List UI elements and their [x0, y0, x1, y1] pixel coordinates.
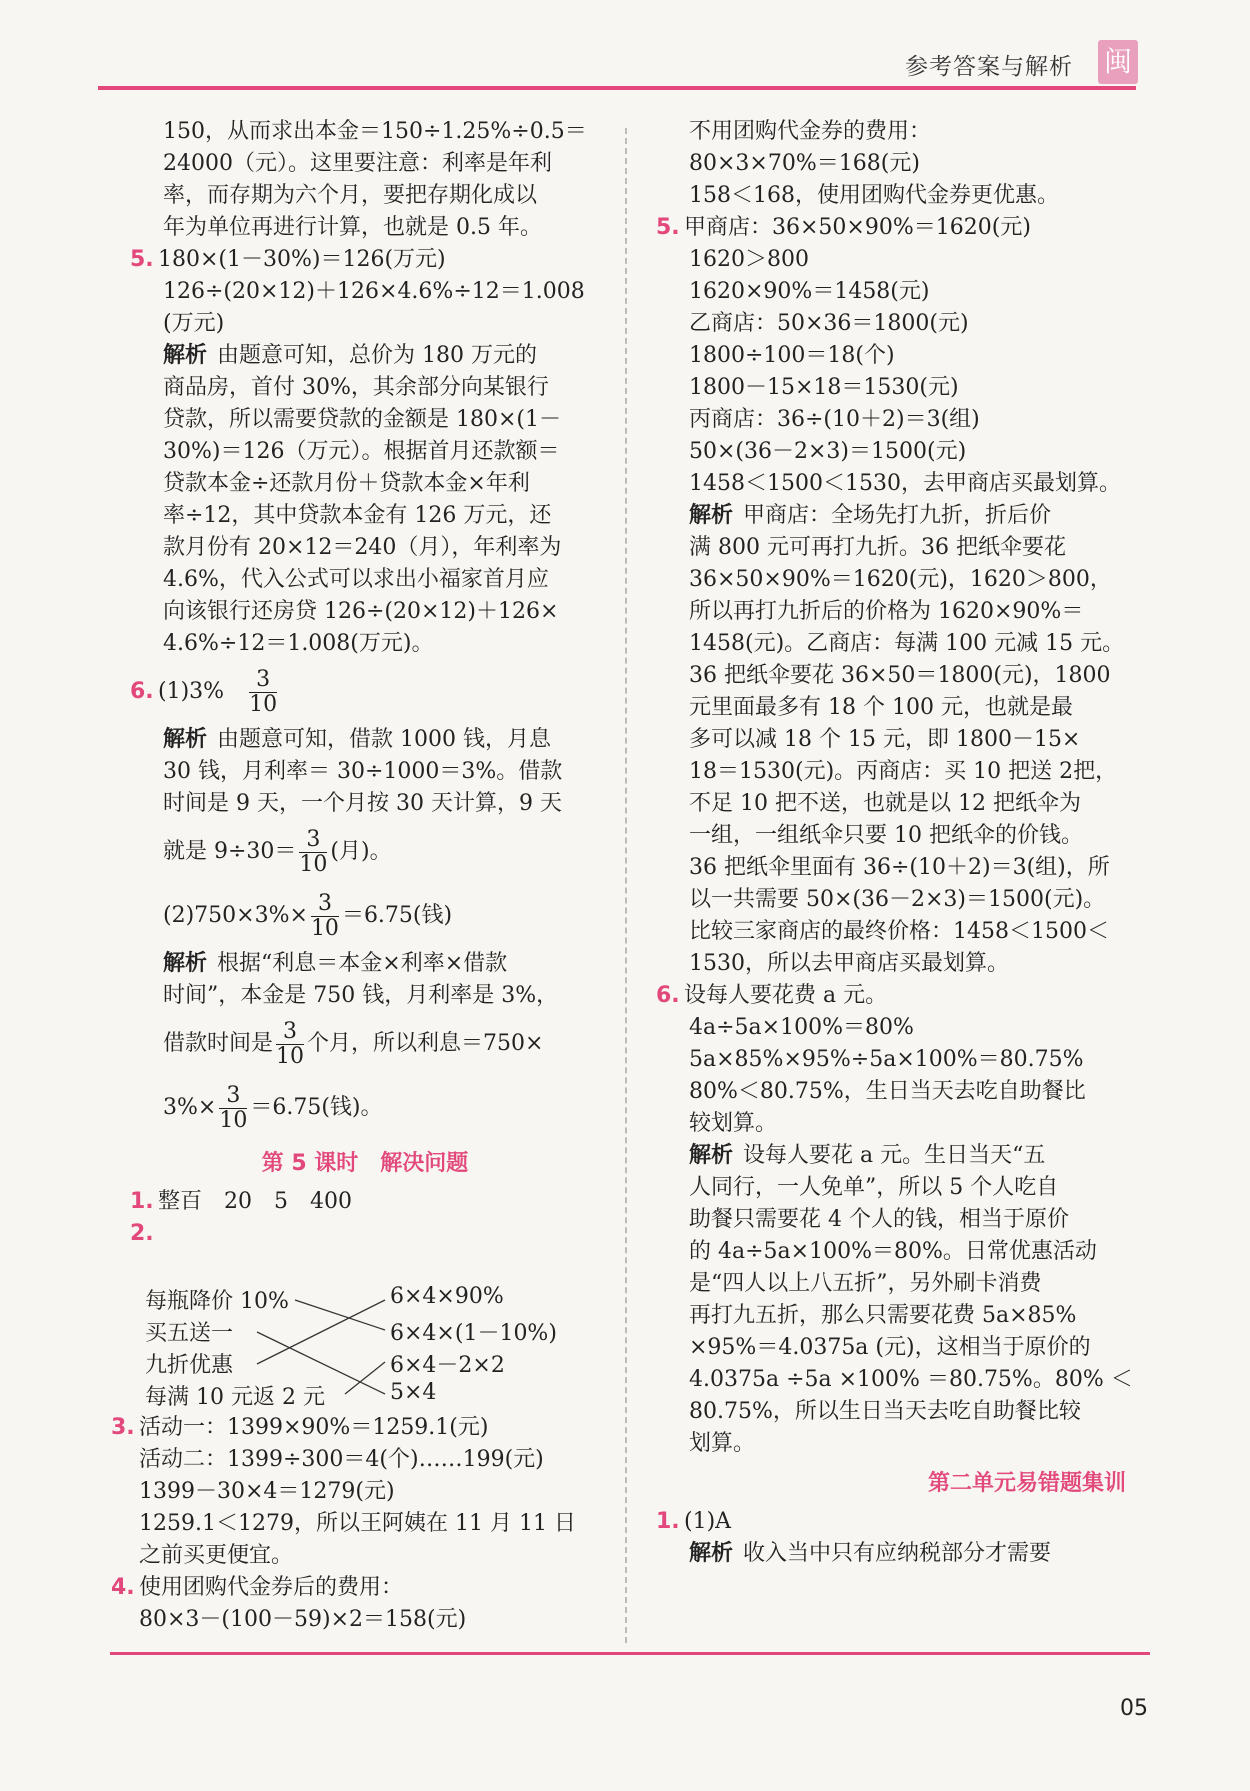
text-line: 1458＜1500＜1530，去甲商店买最划算。 [689, 471, 1121, 496]
text-line: 36 把纸伞要花 36×50＝1800(元)，1800 [689, 663, 1111, 688]
text-line: 是“四人以上八五折”，另外刷卡消费 [689, 1271, 1042, 1296]
analysis-label: 解析 [689, 1541, 734, 1566]
analysis-line: 解析 根据“利息＝本金×利率×借款 [163, 951, 508, 976]
text-line: 年为单位再进行计算，也就是 0.5 年。 [163, 215, 542, 240]
match-left-item: 九折优惠 [145, 1353, 234, 1378]
text-line: 贷款本金÷还款月份＋贷款本金×年利 [163, 471, 530, 496]
text-line: 再打九五折，那么只需要花费 5a×85% [689, 1303, 1077, 1328]
text-line: 时间”，本金是 750 钱，月利率是 3%， [163, 983, 559, 1008]
text-line: 元里面最多有 18 个 100 元，也就是最 [689, 695, 1073, 720]
text-line: 借款时间是 $\frac{3}{10}$ 个月，所以利息＝750× [163, 1018, 544, 1069]
text-line: 5a×85%×95%÷5a×100%＝80.75% [689, 1047, 1084, 1072]
text-line: 的 4a÷5a×100%＝80%。日常优惠活动 [689, 1239, 1097, 1264]
analysis-label: 解析 [689, 1143, 734, 1168]
match-lines [145, 1284, 595, 1412]
text-line: 之前买更便宜。 [139, 1543, 294, 1568]
text-line: 1259.1＜1279，所以王阿姨在 11 月 11 日 [139, 1511, 576, 1536]
text-line: 贷款，所以需要贷款的金额是 180×(1－ [163, 407, 561, 432]
text-line: 1399－30×4＝1279(元) [139, 1479, 395, 1504]
header-rule [98, 86, 1136, 90]
q6-number: 6. [130, 679, 154, 704]
text-line: 80×3×70%＝168(元) [689, 151, 920, 176]
text-line: 30%)＝126（万元）。根据首月还款额＝ [163, 439, 560, 464]
analysis-line: 解析 由题意可知，借款 1000 钱，月息 [163, 727, 551, 752]
text-line: 158＜168，使用团购代金券更优惠。 [689, 183, 1059, 208]
section-title: 第 5 课时 解决问题 [261, 1151, 469, 1176]
text-line: 126÷(20×12)＋126×4.6%÷12＝1.008 [163, 279, 585, 304]
page-number: 05 [1120, 1696, 1148, 1721]
region-badge: 闽 [1098, 40, 1138, 84]
analysis-label: 解析 [163, 727, 208, 752]
match-line [257, 1300, 385, 1364]
text-line: 活动二：1399÷300＝4(个)……199(元) [139, 1447, 544, 1472]
text-line: 50×(36－2×3)＝1500(元) [689, 439, 967, 464]
text-line: 80%＜80.75%，生日当天去吃自助餐比 [689, 1079, 1086, 1104]
column-divider [625, 128, 627, 1643]
text-line: 丙商店：36÷(10＋2)＝3(组) [689, 407, 980, 432]
fraction: $\frac{3}{10}$ [219, 1082, 248, 1133]
text-line: 款月份有 20×12＝240（月），年利率为 [163, 535, 562, 560]
text-line: 不用团购代金券的费用： [689, 119, 932, 144]
analysis-label: 解析 [163, 343, 208, 368]
text-line: 1620＞800 [689, 247, 809, 272]
text-line: 乙商店：50×36＝1800(元) [689, 311, 969, 336]
q5-number: 5. [130, 247, 154, 272]
match-right-item: 6×4－2×2 [390, 1353, 505, 1378]
text-line: 80×3－(100－59)×2＝158(元) [139, 1607, 467, 1632]
left-column-bottom [111, 1412, 576, 1636]
text-line: 较划算。 [689, 1111, 778, 1136]
text-line: 30 钱，月利率＝ 30÷1000＝3%。借款 [163, 759, 563, 784]
matching-diagram [145, 1284, 595, 1412]
text-line: 所以再打九折后的价格为 1620×90%＝ [689, 599, 1084, 624]
fraction: $\frac{3}{10}$ [276, 1018, 305, 1069]
analysis-line: 解析 收入当中只有应纳税部分才需要 [689, 1541, 1052, 1566]
text-line: 就是 9÷30＝ $\frac{3}{10}$ (月)。 [163, 826, 392, 877]
left-column [130, 116, 600, 1250]
text-line: 1458(元)。乙商店：每满 100 元减 15 元。 [689, 631, 1125, 656]
match-line [295, 1300, 385, 1330]
analysis-label: 解析 [163, 951, 208, 976]
text-line: 36 把纸伞里面有 36÷(10＋2)＝3(组)，所 [689, 855, 1110, 880]
text-line: 不足 10 把不送，也就是以 12 把纸伞为 [689, 791, 1081, 816]
match-left-item: 每满 10 元返 2 元 [145, 1385, 325, 1410]
text-line: 3%× $\frac{3}{10}$ ＝6.75(钱)。 [163, 1082, 383, 1133]
text-line: 4a÷5a×100%＝80% [689, 1015, 914, 1040]
text-line: 24000（元）。这里要注意：利率是年利 [163, 151, 552, 176]
text-line: 划算。 [689, 1431, 756, 1456]
text-line: 4.6%÷12＝1.008(万元)。 [163, 631, 434, 656]
q6-answer: 6. (1)3% $\frac{3}{10}$ [130, 660, 600, 724]
text-line: (万元) [163, 311, 225, 336]
text-line: 1620×90%＝1458(元) [689, 279, 930, 304]
analysis-line: 解析 设每人要花 a 元。生日当天“五 [689, 1143, 1046, 1168]
text-line: 率÷12，其中贷款本金有 126 万元，还 [163, 503, 552, 528]
analysis-line: 解析 甲商店：全场先打九折，折后价 [689, 503, 1052, 528]
fraction: $\frac{3}{10}$ [310, 890, 339, 941]
match-right-item: 6×4×(1－10%) [390, 1321, 557, 1346]
footer-rule [110, 1652, 1150, 1655]
analysis-line: 解析 由题意可知，总价为 180 万元的 [163, 343, 537, 368]
q5-answer: 5. 180×(1－30%)＝126(万元) [130, 244, 600, 276]
text-line: 时间是 9 天，一个月按 30 天计算，9 天 [163, 791, 562, 816]
fraction: $\frac{3}{10}$ [249, 666, 278, 717]
text-line: 以一共需要 50×(36－2×3)＝1500(元)。 [689, 887, 1106, 912]
text-line: 150，从而求出本金＝150÷1.25%÷0.5＝ [163, 119, 587, 144]
text-line: 商品房，首付 30%，其余部分向某银行 [163, 375, 549, 400]
match-right-item: 6×4×90% [390, 1284, 504, 1309]
text-line: 80.75%，所以生日当天去吃自助餐比较 [689, 1399, 1081, 1424]
text-line: 1530，所以去甲商店买最划算。 [689, 951, 1009, 976]
p4-answer: 4. 使用团购代金券后的费用： [111, 1575, 404, 1600]
text-line: 4.0375a ÷5a ×100% ＝80.75%。80% ＜ [689, 1367, 1133, 1392]
text-line: 18＝1530(元)。丙商店：买 10 把送 2把， [689, 759, 1118, 784]
match-left-item: 每瓶降价 10% [145, 1289, 289, 1314]
p1-answer: 1. 整百 20 5 400 [130, 1189, 352, 1214]
right-column [656, 116, 1136, 1570]
text-line: 向该银行还房贷 126÷(20×12)＋126× [163, 599, 559, 624]
p2-answer: 2. [130, 1221, 154, 1246]
header-title: 参考答案与解析 [905, 54, 1073, 80]
e1-answer: 1. (1)A [656, 1509, 732, 1534]
text-line: 4.6%，代入公式可以求出小福家首月应 [163, 567, 549, 592]
text-line: 满 800 元可再打九折。36 把纸伞要花 [689, 535, 1066, 560]
text-line: 率，而存期为六个月，要把存期化成以 [163, 183, 538, 208]
text-line: 一组，一组纸伞只要 10 把纸伞的价钱。 [689, 823, 1083, 848]
r6-answer: 6. 设每人要花费 a 元。 [656, 983, 888, 1008]
text-line: 人同行，一人免单”，所以 5 个人吃自 [689, 1175, 1059, 1200]
fraction: $\frac{3}{10}$ [299, 826, 328, 877]
match-right-item: 5×4 [390, 1380, 437, 1405]
text-line: 比较三家商店的最终价格：1458＜1500＜ [689, 919, 1109, 944]
r5-answer: 5. 甲商店：36×50×90%＝1620(元) [656, 215, 1031, 240]
match-left-item: 买五送一 [145, 1321, 234, 1346]
text-line: (2)750×3%× $\frac{3}{10}$ ＝6.75(钱) [163, 890, 453, 941]
text-line: 助餐只需要花 4 个人的钱，相当于原价 [689, 1207, 1069, 1232]
text-line: 多可以减 18 个 15 元，即 1800－15× [689, 727, 1081, 752]
p3-answer: 3. 活动一：1399×90%＝1259.1(元) [111, 1415, 489, 1440]
section-title: 第二单元易错题集训 [927, 1471, 1126, 1496]
text-line: ×95%＝4.0375a (元)，这相当于原价的 [689, 1335, 1091, 1360]
text-line: 1800÷100＝18(个) [689, 343, 895, 368]
text-line: 36×50×90%＝1620(元)，1620＞800， [689, 567, 1112, 592]
text-line: 1800－15×18＝1530(元) [689, 375, 959, 400]
match-line [257, 1332, 385, 1394]
analysis-label: 解析 [689, 503, 734, 528]
